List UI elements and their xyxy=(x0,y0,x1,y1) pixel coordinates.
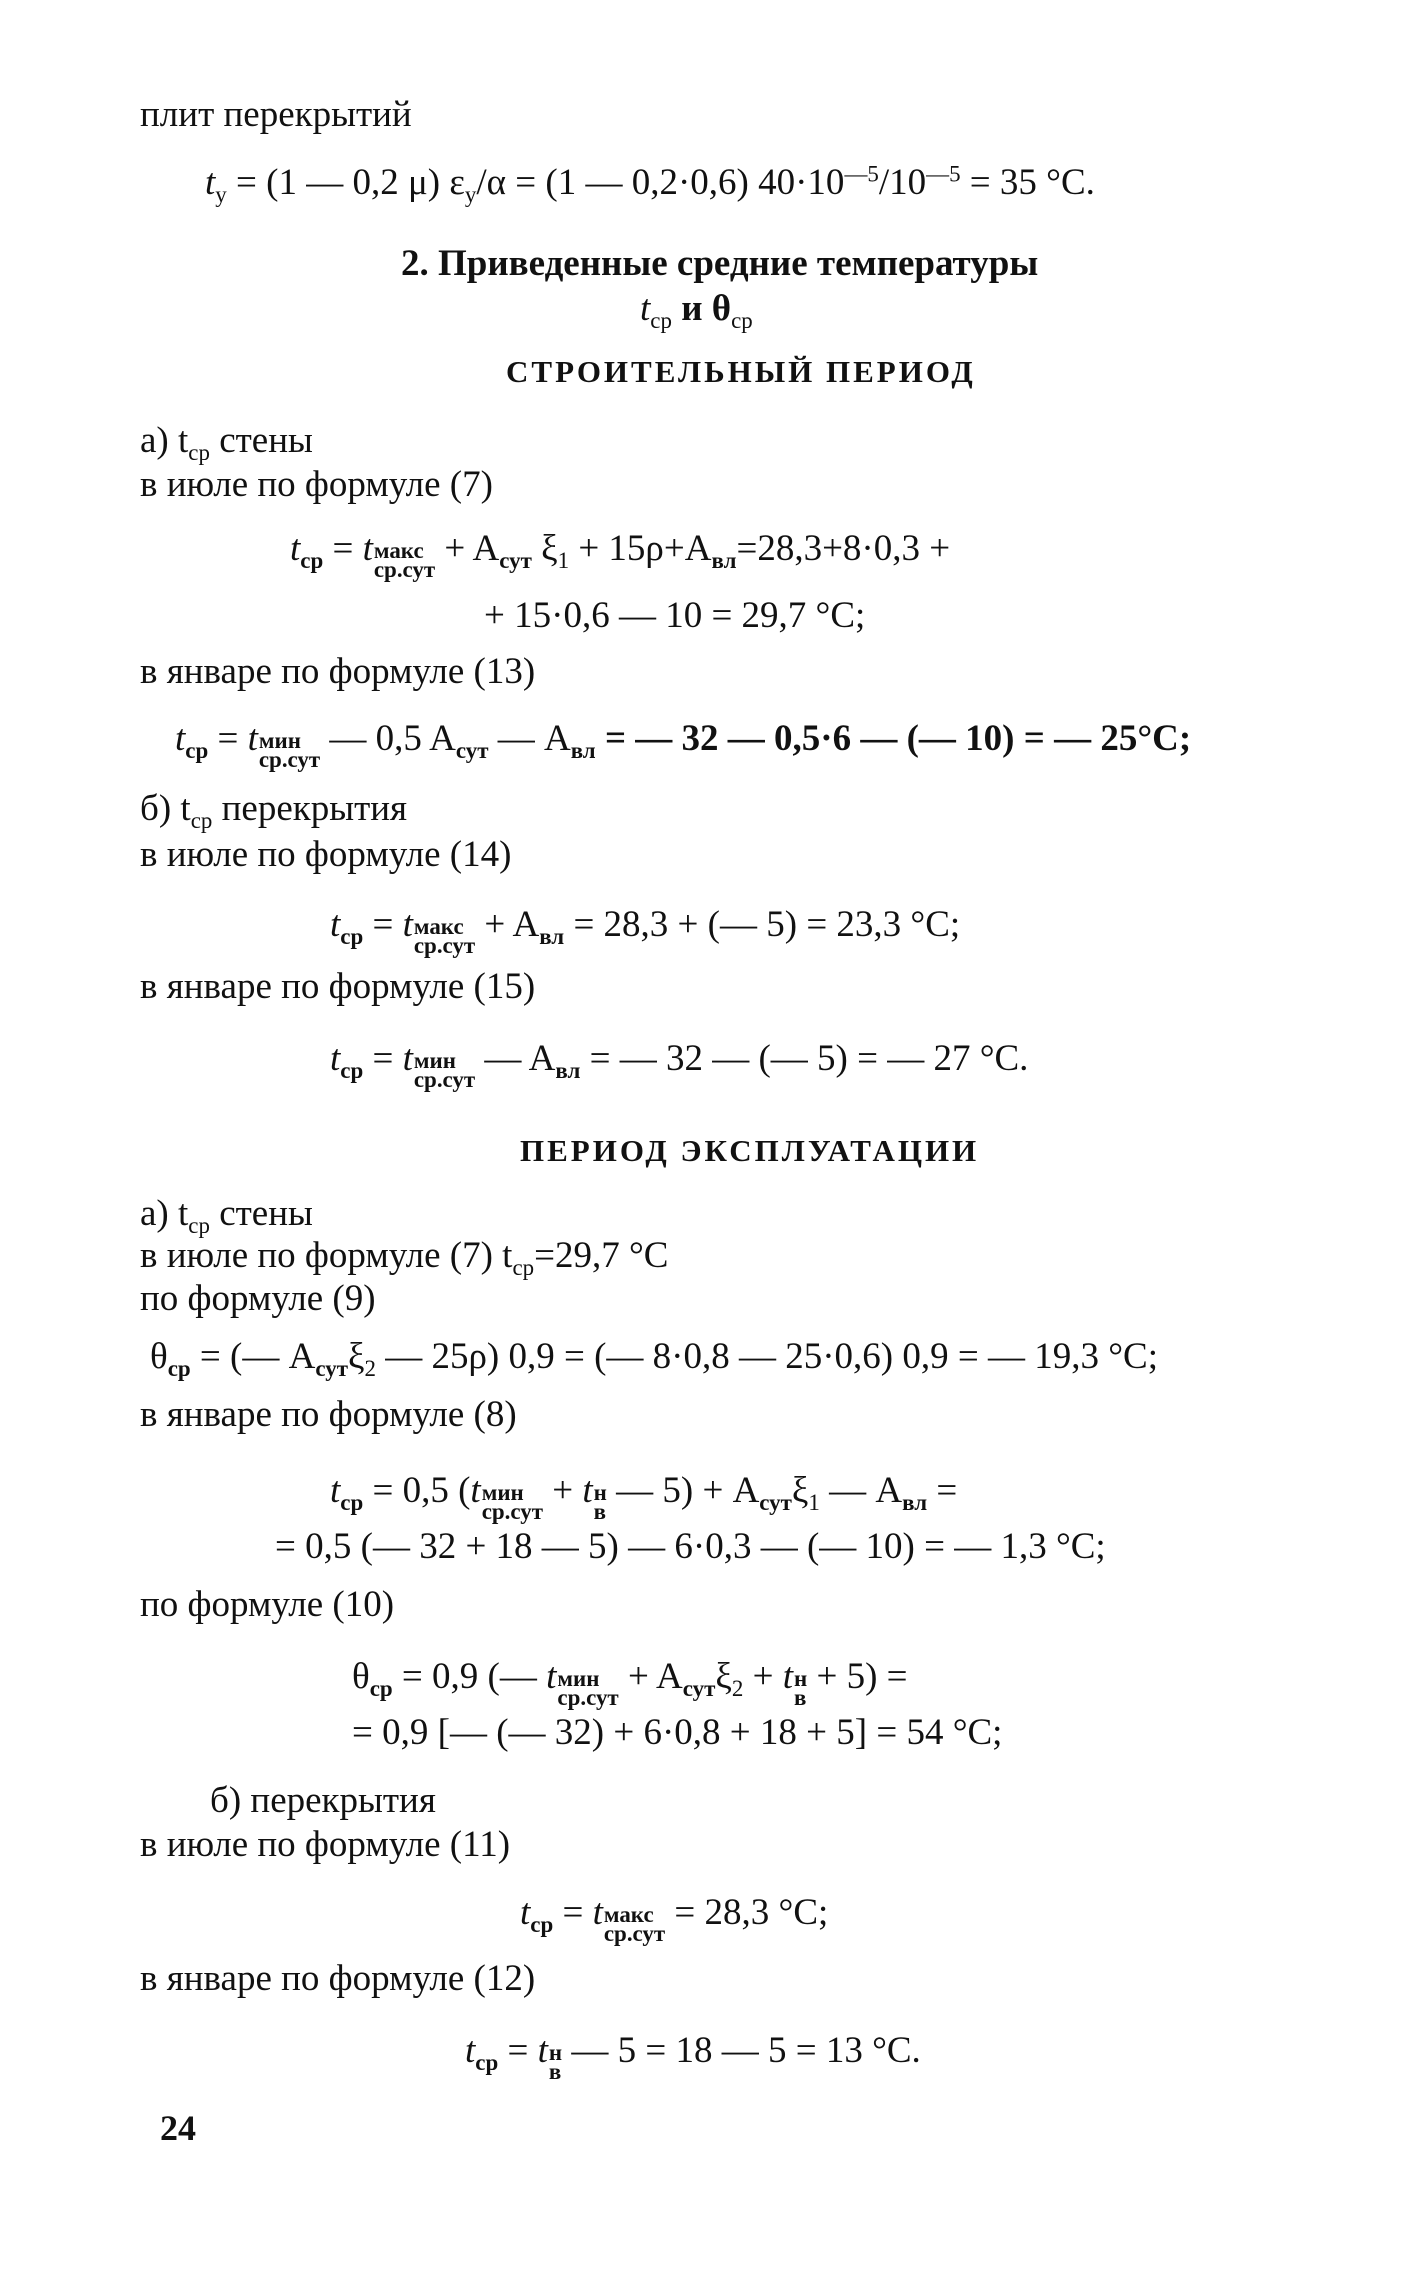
formula-line xyxy=(465,2030,921,2084)
text-part: стены xyxy=(209,420,313,461)
math-symbol: t xyxy=(330,1038,341,1079)
subscript: вл xyxy=(711,548,737,574)
math-symbol: t xyxy=(402,1038,413,1079)
subscript: сут xyxy=(315,1356,348,1382)
subscript: в xyxy=(593,1498,607,1524)
superscript: мин xyxy=(481,1479,524,1505)
math-symbol: t xyxy=(640,288,651,329)
math-symbol: t xyxy=(465,2030,476,2071)
math-symbol: ξ xyxy=(715,1656,732,1697)
math-symbol: t xyxy=(782,1656,793,1697)
text-line xyxy=(140,1235,669,1281)
formula-line: = 0,9 [— (— 32) + 6·0,8 + 18 + 5] = 54 °С; xyxy=(352,1712,1003,1753)
subscript: сут xyxy=(682,1676,716,1702)
text-part: перекрытия xyxy=(212,788,408,829)
subscript: у xyxy=(464,182,477,208)
subscript: вл xyxy=(539,924,565,950)
superscript: н xyxy=(794,1665,808,1691)
subscript: ср.сут xyxy=(258,746,321,772)
formula-line xyxy=(205,161,1095,208)
formula-line xyxy=(520,1892,829,1946)
formula-part: и θ xyxy=(671,288,732,329)
formula-part: = xyxy=(323,528,363,569)
subscript: вл xyxy=(902,1490,928,1516)
formula-part: /α = (1 — 0,2·0,6) 40·10 xyxy=(476,162,845,203)
formula-line xyxy=(330,1038,1029,1092)
subscript: ср.сут xyxy=(413,1066,476,1092)
formula-part: + A xyxy=(475,904,540,945)
formula-part: =28,3+8·0,3 + xyxy=(736,528,951,569)
sub-superscript xyxy=(481,1479,543,1524)
text-line: в июле по формуле (7) xyxy=(140,464,493,505)
superscript: —5 xyxy=(844,161,879,187)
section-heading: 2. Приведенные средние температуры xyxy=(401,243,1039,284)
formula-part: = xyxy=(553,1892,593,1933)
sub-superscript xyxy=(593,1479,607,1524)
subscript: ср xyxy=(530,1912,554,1938)
subscript: у xyxy=(215,182,227,208)
subscript: ср xyxy=(190,808,213,834)
subscript: ср xyxy=(167,1356,191,1382)
math-symbol: t xyxy=(470,1470,481,1511)
sub-superscript xyxy=(413,1047,476,1092)
subscript: ср.сут xyxy=(481,1498,543,1524)
formula-part: — A xyxy=(488,718,571,759)
section-heading-sub xyxy=(640,288,753,334)
superscript: макс xyxy=(373,537,424,563)
subscript: ср xyxy=(731,308,753,334)
sub-superscript xyxy=(548,2039,563,2084)
math-symbol: θ xyxy=(352,1656,370,1697)
math-symbol: t xyxy=(330,904,341,945)
formula-part: — A xyxy=(475,1038,556,1079)
formula-part: — A xyxy=(819,1470,903,1511)
formula-part: = 35 °С. xyxy=(960,162,1095,203)
formula-part: = xyxy=(927,1470,958,1511)
formula-part: = — 32 — 0,5·6 — (— 10) = — 25°С; xyxy=(595,718,1192,759)
formula-part: — 5) + A xyxy=(606,1470,760,1511)
superscript: —5 xyxy=(926,161,961,187)
formula-part: = xyxy=(498,2030,538,2071)
formula-part: = 0,5 ( xyxy=(363,1470,471,1511)
subscript: сут xyxy=(455,738,489,764)
text-line: в июле по формуле (11) xyxy=(140,1824,511,1865)
formula-part: — 25ρ) 0,9 = (— 8·0,8 — 25·0,6) 0,9 = — 19,3 °С; xyxy=(375,1336,1158,1377)
formula-part: + xyxy=(743,1656,783,1697)
subsection-heading: СТРОИТЕЛЬНЫЙ ПЕРИОД xyxy=(506,354,976,389)
math-symbol: t xyxy=(290,528,301,569)
text-part: в июле по формуле (7) t xyxy=(140,1235,513,1276)
text-line xyxy=(140,788,408,834)
subscript: сут xyxy=(759,1490,792,1516)
subsection-heading: ПЕРИОД ЭКСПЛУАТАЦИИ xyxy=(520,1133,980,1168)
text-line: в январе по формуле (13) xyxy=(140,651,536,692)
math-symbol: ξ xyxy=(791,1470,809,1511)
formula-part: = (1 — 0,2 μ) ε xyxy=(226,162,465,203)
math-symbol: t xyxy=(520,1892,531,1933)
subscript: ср xyxy=(512,1255,535,1281)
text-line: плит перекрытий xyxy=(140,94,412,135)
subscript: 1 xyxy=(808,1490,820,1516)
formula-part: + A xyxy=(618,1656,683,1697)
formula-part: /10 xyxy=(878,162,927,203)
subscript: ср xyxy=(475,2050,499,2076)
math-symbol: t xyxy=(546,1656,557,1697)
subscript: 1 xyxy=(557,548,570,574)
text-line xyxy=(140,1193,313,1239)
formula-part: — 0,5 A xyxy=(320,718,456,759)
text-line: в июле по формуле (14) xyxy=(140,834,512,875)
formula-line xyxy=(330,1470,958,1524)
subscript: ср xyxy=(650,308,672,334)
subscript: ср.сут xyxy=(413,932,476,958)
formula-part: = xyxy=(363,1038,403,1079)
formula-part: = xyxy=(208,718,248,759)
math-symbol: ξ xyxy=(347,1336,365,1377)
text-part: стены xyxy=(209,1193,313,1234)
subscript: ср xyxy=(300,548,324,574)
formula-line xyxy=(150,1336,1158,1382)
formula-part: + 15ρ+A xyxy=(569,528,712,569)
subscript: ср.сут xyxy=(557,1684,619,1710)
subscript: ср xyxy=(340,1058,364,1084)
superscript: мин xyxy=(413,1047,456,1073)
superscript: мин xyxy=(258,727,301,753)
superscript: н xyxy=(548,2039,563,2065)
text-part: а) t xyxy=(140,420,189,461)
subscript: ср xyxy=(340,924,364,950)
formula-part: = (— A xyxy=(190,1336,316,1377)
subscript: ср xyxy=(188,440,210,466)
math-symbol: t xyxy=(247,718,258,759)
sub-superscript xyxy=(603,1901,666,1946)
sub-superscript xyxy=(794,1665,808,1710)
math-symbol: θ xyxy=(150,1336,168,1377)
formula-part: + 5) = xyxy=(807,1656,908,1697)
superscript: мин xyxy=(557,1665,600,1691)
page-number: 24 xyxy=(160,2108,196,2148)
text-part: =29,7 °С xyxy=(534,1235,669,1276)
formula-part: = — 32 — (— 5) = — 27 °С. xyxy=(580,1038,1029,1079)
subscript: ср.сут xyxy=(603,1920,666,1946)
formula-part: + A xyxy=(435,528,500,569)
formula-part: — 5 = 18 — 5 = 13 °С. xyxy=(562,2030,921,2071)
math-symbol: t xyxy=(592,1892,603,1933)
subscript: ср xyxy=(188,1213,210,1239)
text-line: в январе по формуле (12) xyxy=(140,1958,536,1999)
sub-superscript xyxy=(258,727,321,772)
subscript: ср xyxy=(185,738,209,764)
math-symbol: t xyxy=(175,718,186,759)
formula-line xyxy=(330,904,961,958)
math-symbol: t xyxy=(362,528,373,569)
formula-part: = xyxy=(363,904,403,945)
formula-line: + 15·0,6 — 10 = 29,7 °С; xyxy=(484,595,866,636)
formula-part: = 28,3 + (— 5) = 23,3 °С; xyxy=(564,904,961,945)
subscript: вл xyxy=(570,738,596,764)
superscript: н xyxy=(593,1479,607,1505)
text-part: б) t xyxy=(140,788,191,829)
sub-superscript xyxy=(373,537,436,582)
superscript: макс xyxy=(413,913,464,939)
formula-line xyxy=(352,1656,908,1710)
text-line: б) перекрытия xyxy=(210,1780,436,1821)
formula-line: = 0,5 (— 32 + 18 — 5) — 6·0,3 — (— 10) = — 1,3 °С; xyxy=(275,1526,1106,1567)
text-line: по формуле (9) xyxy=(140,1278,376,1319)
text-line: в январе по формуле (15) xyxy=(140,966,536,1007)
subscript: сут xyxy=(499,548,532,574)
text-part: а) t xyxy=(140,1193,189,1234)
math-symbol: t xyxy=(402,904,413,945)
formula-part: + xyxy=(543,1470,583,1511)
subscript: вл xyxy=(555,1058,581,1084)
subscript: ср xyxy=(340,1490,364,1516)
math-symbol: t xyxy=(582,1470,593,1511)
math-symbol: t xyxy=(205,162,216,203)
subscript: ср xyxy=(369,1676,393,1702)
sub-superscript xyxy=(557,1665,619,1710)
formula-part: = 28,3 °С; xyxy=(665,1892,829,1933)
subscript: 2 xyxy=(364,1356,376,1382)
formula-line xyxy=(175,718,1192,772)
subscript: 2 xyxy=(731,1676,744,1702)
text-line: в январе по формуле (8) xyxy=(140,1394,517,1435)
text-line: по формуле (10) xyxy=(140,1584,395,1625)
text-line xyxy=(140,420,313,466)
subscript: в xyxy=(548,2058,562,2084)
formula-part: = 0,9 (— xyxy=(392,1656,547,1697)
formula-part: ξ xyxy=(531,528,558,569)
formula-line xyxy=(290,528,951,582)
subscript: в xyxy=(794,1684,807,1710)
math-symbol: t xyxy=(330,1470,341,1511)
superscript: макс xyxy=(603,1901,654,1927)
math-symbol: t xyxy=(537,2030,548,2071)
subscript: ср.сут xyxy=(373,556,436,582)
sub-superscript xyxy=(413,913,476,958)
